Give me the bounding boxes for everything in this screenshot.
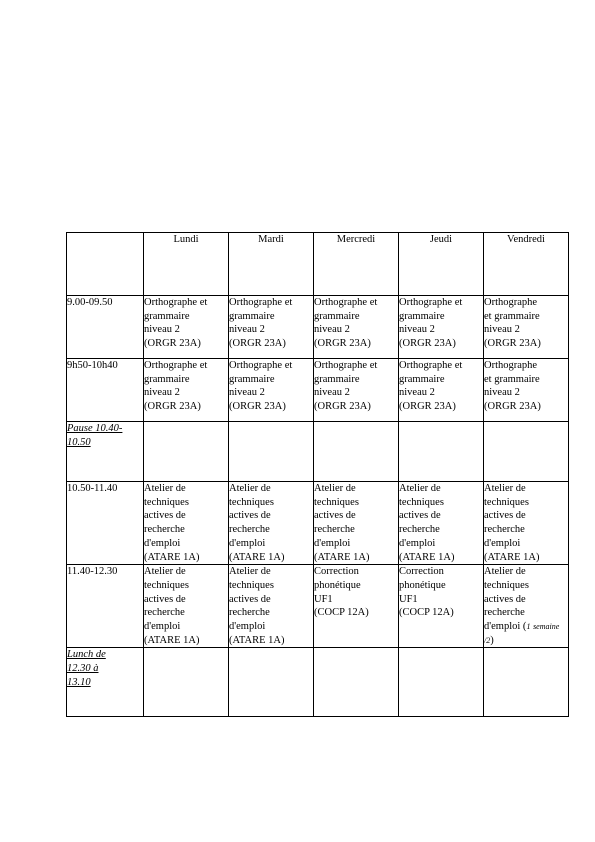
cell-line: recherche [314, 524, 355, 536]
cell-line: niveau 2 [399, 387, 435, 399]
cell-line: recherche [399, 524, 440, 536]
cell-line: recherche [484, 607, 525, 619]
cell-line: techniques [399, 496, 444, 508]
cell-line: phonétique [314, 579, 361, 591]
time-slot-label: 9h50-10h40 [67, 359, 144, 422]
cell-line: Atelier de [229, 566, 271, 578]
cell-line: (ORGR 23A) [314, 338, 371, 350]
time-slot-label: 10.50-11.40 [67, 482, 144, 565]
day-header-mardi: Mardi [229, 233, 314, 296]
cell-line: d'emploi [144, 537, 181, 549]
cell-line: (ORGR 23A) [144, 338, 201, 350]
course-cell-mercredi [314, 565, 399, 648]
cell-line: et grammaire [484, 373, 540, 385]
cell-line: techniques [484, 579, 529, 591]
cell-line: grammaire [314, 373, 360, 385]
course-cell-mardi [229, 296, 314, 359]
cell-line: techniques [144, 496, 189, 508]
cell-line: grammaire [399, 373, 445, 385]
cell-line: (ATARE 1A) [314, 551, 370, 563]
cell-line: (COCP 12A) [314, 607, 369, 619]
cell-text: ) [490, 634, 494, 646]
table-row [67, 482, 569, 565]
course-cell-lundi [144, 482, 229, 565]
cell-line: (ORGR 23A) [484, 338, 541, 350]
cell-line: Atelier de [314, 483, 356, 494]
cell-line: actives de [399, 510, 441, 522]
course-cell-jeudi [399, 565, 484, 648]
cell-line: Orthographe et [314, 360, 378, 371]
cell-line: (ATARE 1A) [144, 551, 200, 563]
cell-line: actives de [144, 593, 186, 605]
time-slot-label: 11.40-12.30 [67, 565, 144, 648]
cell-line: techniques [229, 579, 274, 591]
cell-line: Orthographe et [399, 360, 463, 371]
course-cell-vendredi [484, 359, 569, 422]
cell-line: actives de [229, 593, 271, 605]
cell-line: techniques [484, 496, 529, 508]
cell-line: (ATARE 1A) [484, 551, 540, 563]
cell-line: grammaire [229, 373, 275, 385]
cell-line: (ATARE 1A) [229, 634, 285, 646]
cell-line: niveau 2 [144, 324, 180, 336]
empty-cell-lundi [144, 422, 229, 482]
frequency-note: 1 [526, 622, 531, 632]
course-cell-lundi [144, 359, 229, 422]
cell-line: techniques [314, 496, 359, 508]
course-cell-jeudi [399, 359, 484, 422]
cell-line: actives de [484, 593, 526, 605]
day-header-vendredi: Vendredi [484, 233, 569, 296]
break-label-line: Lunch de [67, 649, 106, 661]
cell-line: UF1 [399, 593, 418, 605]
empty-cell-jeudi [399, 648, 484, 717]
cell-line: recherche [484, 524, 525, 536]
cell-line: (ATARE 1A) [229, 551, 285, 563]
cell-line: (ORGR 23A) [314, 401, 371, 413]
cell-line: Orthographe et [144, 297, 208, 308]
cell-line: Correction [314, 566, 359, 578]
cell-line: phonétique [399, 579, 446, 591]
cell-line: recherche [144, 524, 185, 536]
course-cell-jeudi [399, 482, 484, 565]
day-header-jeudi: Jeudi [399, 233, 484, 296]
cell-line: techniques [229, 496, 274, 508]
cell-line: grammaire [314, 310, 360, 322]
course-cell-mercredi [314, 296, 399, 359]
cell-line: Atelier de [399, 483, 441, 494]
cell-line: Orthographe [484, 297, 538, 308]
cell-line: (ORGR 23A) [229, 338, 286, 350]
break-label-line: Pause 10.40- [67, 423, 123, 434]
empty-cell-mardi [229, 422, 314, 482]
cell-line-with-note [484, 620, 568, 647]
cell-line: niveau 2 [229, 324, 265, 336]
course-cell-mardi [229, 359, 314, 422]
cell-line: Correction [399, 566, 444, 578]
empty-cell-vendredi [484, 648, 569, 717]
cell-line: techniques [144, 579, 189, 591]
cell-line: d'emploi [314, 537, 351, 549]
empty-cell-mardi [229, 648, 314, 717]
empty-cell-lundi [144, 648, 229, 717]
cell-line: (ORGR 23A) [399, 401, 456, 413]
cell-line: Orthographe et [229, 297, 293, 308]
course-cell-vendredi [484, 296, 569, 359]
cell-line: niveau 2 [484, 324, 520, 336]
table-row [67, 296, 569, 359]
cell-line: et grammaire [484, 310, 540, 322]
schedule-table [66, 232, 569, 717]
cell-line: UF1 [314, 593, 333, 605]
course-cell-vendredi [484, 565, 569, 648]
cell-line: recherche [144, 607, 185, 619]
cell-line: Orthographe et [314, 297, 378, 308]
table-row [67, 565, 569, 648]
cell-line: (ORGR 23A) [229, 401, 286, 413]
course-cell-mercredi [314, 482, 399, 565]
cell-line: d'emploi [144, 621, 181, 633]
cell-line: (ORGR 23A) [399, 338, 456, 350]
cell-line: Atelier de [484, 483, 526, 494]
cell-line: niveau 2 [314, 387, 350, 399]
header-row [67, 233, 569, 296]
cell-line: (ORGR 23A) [484, 401, 541, 413]
cell-line: Atelier de [144, 566, 186, 578]
cell-line: grammaire [144, 310, 190, 322]
cell-line: (ORGR 23A) [144, 401, 201, 413]
cell-line: niveau 2 [144, 387, 180, 399]
course-cell-vendredi [484, 482, 569, 565]
corner-cell [67, 233, 144, 296]
cell-line: Orthographe et [229, 360, 293, 371]
cell-line: d'emploi [229, 621, 266, 633]
break-label [67, 422, 144, 482]
cell-line: niveau 2 [314, 324, 350, 336]
cell-line: Orthographe [484, 360, 538, 371]
time-slot-label: 9.00-09.50 [67, 296, 144, 359]
cell-line: niveau 2 [484, 387, 520, 399]
course-cell-mardi [229, 482, 314, 565]
empty-cell-vendredi [484, 422, 569, 482]
empty-cell-jeudi [399, 422, 484, 482]
table-row [67, 359, 569, 422]
cell-text: d'emploi ( [484, 621, 527, 633]
cell-line: (ATARE 1A) [399, 551, 455, 563]
cell-line: actives de [314, 510, 356, 522]
cell-line: Atelier de [229, 483, 271, 494]
cell-line: grammaire [144, 373, 190, 385]
cell-line: grammaire [229, 310, 275, 322]
cell-line: Atelier de [144, 483, 186, 494]
cell-line: d'emploi [229, 537, 266, 549]
course-cell-jeudi [399, 296, 484, 359]
course-cell-mercredi [314, 359, 399, 422]
table-row [67, 422, 569, 482]
course-cell-lundi [144, 296, 229, 359]
frequency-note: semaine /2 [484, 622, 560, 645]
course-cell-lundi [144, 565, 229, 648]
empty-cell-mercredi [314, 422, 399, 482]
course-cell-mardi [229, 565, 314, 648]
cell-line: actives de [229, 510, 271, 522]
cell-line: grammaire [399, 310, 445, 322]
break-label-line: 10.50 [67, 436, 91, 448]
cell-line: d'emploi [484, 537, 521, 549]
cell-line: d'emploi [399, 537, 436, 549]
cell-line: (ATARE 1A) [144, 634, 200, 646]
cell-line: actives de [484, 510, 526, 522]
break-label-line: 13.10 [67, 676, 91, 688]
cell-line: Atelier de [484, 566, 526, 578]
cell-line: Orthographe et [144, 360, 208, 371]
break-label [67, 648, 144, 717]
cell-line: Orthographe et [399, 297, 463, 308]
cell-line: recherche [229, 607, 270, 619]
cell-line: niveau 2 [229, 387, 265, 399]
table-row [67, 648, 569, 717]
day-header-mercredi: Mercredi [314, 233, 399, 296]
cell-line: niveau 2 [399, 324, 435, 336]
break-label-line: 12.30 à [67, 663, 99, 675]
cell-line: (COCP 12A) [399, 607, 454, 619]
cell-line: recherche [229, 524, 270, 536]
cell-line: actives de [144, 510, 186, 522]
day-header-lundi: Lundi [144, 233, 229, 296]
empty-cell-mercredi [314, 648, 399, 717]
